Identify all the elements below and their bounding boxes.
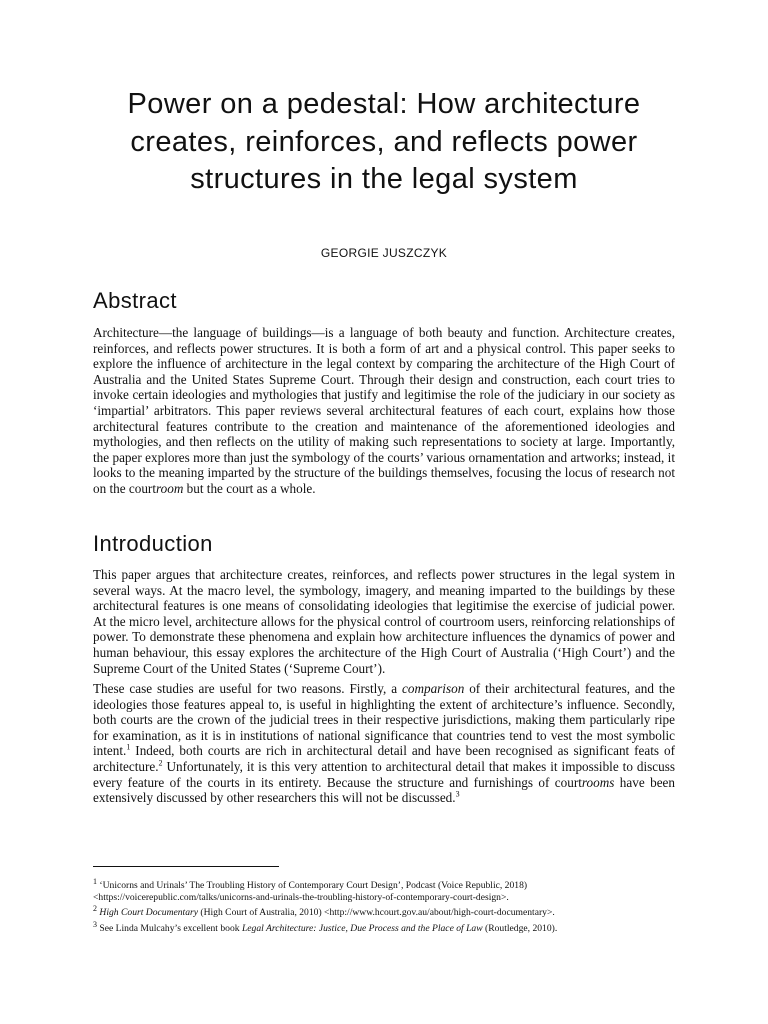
paper-title: Power on a pedestal: How architecture creates, reinforces, and reflects power structures in the legal system <box>127 88 641 195</box>
footnote-text: (Routledge, 2010). <box>482 922 558 934</box>
abstract-text-end: but the court as a whole. <box>183 480 316 496</box>
author-name: GEORGIE JUSZCZYK <box>320 246 448 260</box>
intro-p2-text: have been extensively discussed by other researchers this will not be discussed. <box>93 774 675 806</box>
intro-p2-text: Unfortunately, it is this very attention to architectural detail that makes it impossible to discuss every feature of the courts in its entirety. Because the structure and furnishings of court <box>93 758 675 790</box>
footnote-number: 3 <box>93 919 97 929</box>
abstract-italic-room: room <box>156 480 184 496</box>
introduction-heading: Introduction <box>93 531 213 556</box>
footnote-divider <box>93 866 279 867</box>
intro-paragraph-2 <box>93 681 675 806</box>
footnote-1 <box>93 876 675 904</box>
footnote-italic: Legal Architecture: Justice, Due Process and the Place of Law <box>241 922 483 934</box>
footnote-text: (High Court of Australia, 2010) <http://www.hcourt.gov.au/about/high-court-documentary>. <box>198 907 555 919</box>
footnote-number: 1 <box>93 876 97 886</box>
footnote-ref-2[interactable]: 2 <box>158 758 163 768</box>
intro-p2-italic: comparison <box>402 681 465 696</box>
intro-p2-text: Indeed, both courts are rich in architectural detail and have been recognised as significant feats of architecture. <box>93 743 675 774</box>
footnote-number: 2 <box>93 904 97 914</box>
abstract-text: Architecture—the language of buildings—is a language of both beauty and function. Architecture creates, reinforces, and reflects power structures. It is both a form of art and a physical control. This paper seeks to explore the influence of architecture in the legal context by comparing the architecture of the High Court of Australia and the United States Supreme Court. Through their design and construction, each court tries to invoke certain ideologies and mythologies that justify and legitimise the role of the judiciary in our society as ‘impartial’ arbitrators. This paper reviews several architectural features of each court, explains how those architectural features contribute to the creation and maintenance of the aforementioned ideologies and mythologies, and then reflects on the utility of making such representations to society at large. Importantly, the paper explores more than just the symbology of the courts’ various ornamentation and artworks; instead, it looks to the meaning imparted by the structure of the buildings themselves, focusing the locus of research not on the court <box>93 325 675 496</box>
intro-p2-italic-rooms: rooms <box>581 774 615 790</box>
footnote-ref-3[interactable]: 3 <box>455 789 460 799</box>
footnote-ref-1[interactable]: 1 <box>126 742 131 752</box>
intro-p2-text: These case studies are useful for two reasons. Firstly, a <box>93 681 403 696</box>
intro-p2-text: of their architectural features, and the ideologies those features appeal to, is useful in highlighting the extent of architecture’s influence. Secondly, both courts are the crown of the judicial trees in their respective jurisdictions, making them particularly ripe for examination, as it is in institutions of national significance that countries tend to vest the most symbolic intent. <box>93 681 675 759</box>
footnote-text: See Linda Mulcahy’s excellent book <box>97 922 242 934</box>
abstract-heading: Abstract <box>93 288 177 313</box>
intro-paragraph-1: This paper argues that architecture creates, reinforces, and reflects power structures in the legal system in several ways. At the macro level, the symbology, imagery, and meaning imparted to the buildings by these architectural features is one means of consolidating ideologies that legitimise the exercise of judicial power. At the micro level, architecture allows for the physical control of courtroom users, reinforcing relationships of power. To demonstrate these phenomena and explain how architecture influences the dynamics of power and human behaviour, this essay explores the architecture of the High Court of Australia (‘High Court’) and the Supreme Court of the United States (‘Supreme Court’). <box>93 567 675 676</box>
footnotes <box>93 876 675 938</box>
footnote-italic: High Court Documentary <box>99 907 198 919</box>
footnote-3 <box>93 919 675 935</box>
footnote-2 <box>93 904 675 919</box>
footnote-text: ‘Unicorns and Urinals’ The Troubling History of Contemporary Court Design’, Podcast (Voice Republic, 2018) <https://voicerepublic.com/talks/unicorns-and-urinals-the-troubling-history-of-contemporary-court-design>. <box>93 880 528 904</box>
abstract-paragraph <box>93 325 675 497</box>
